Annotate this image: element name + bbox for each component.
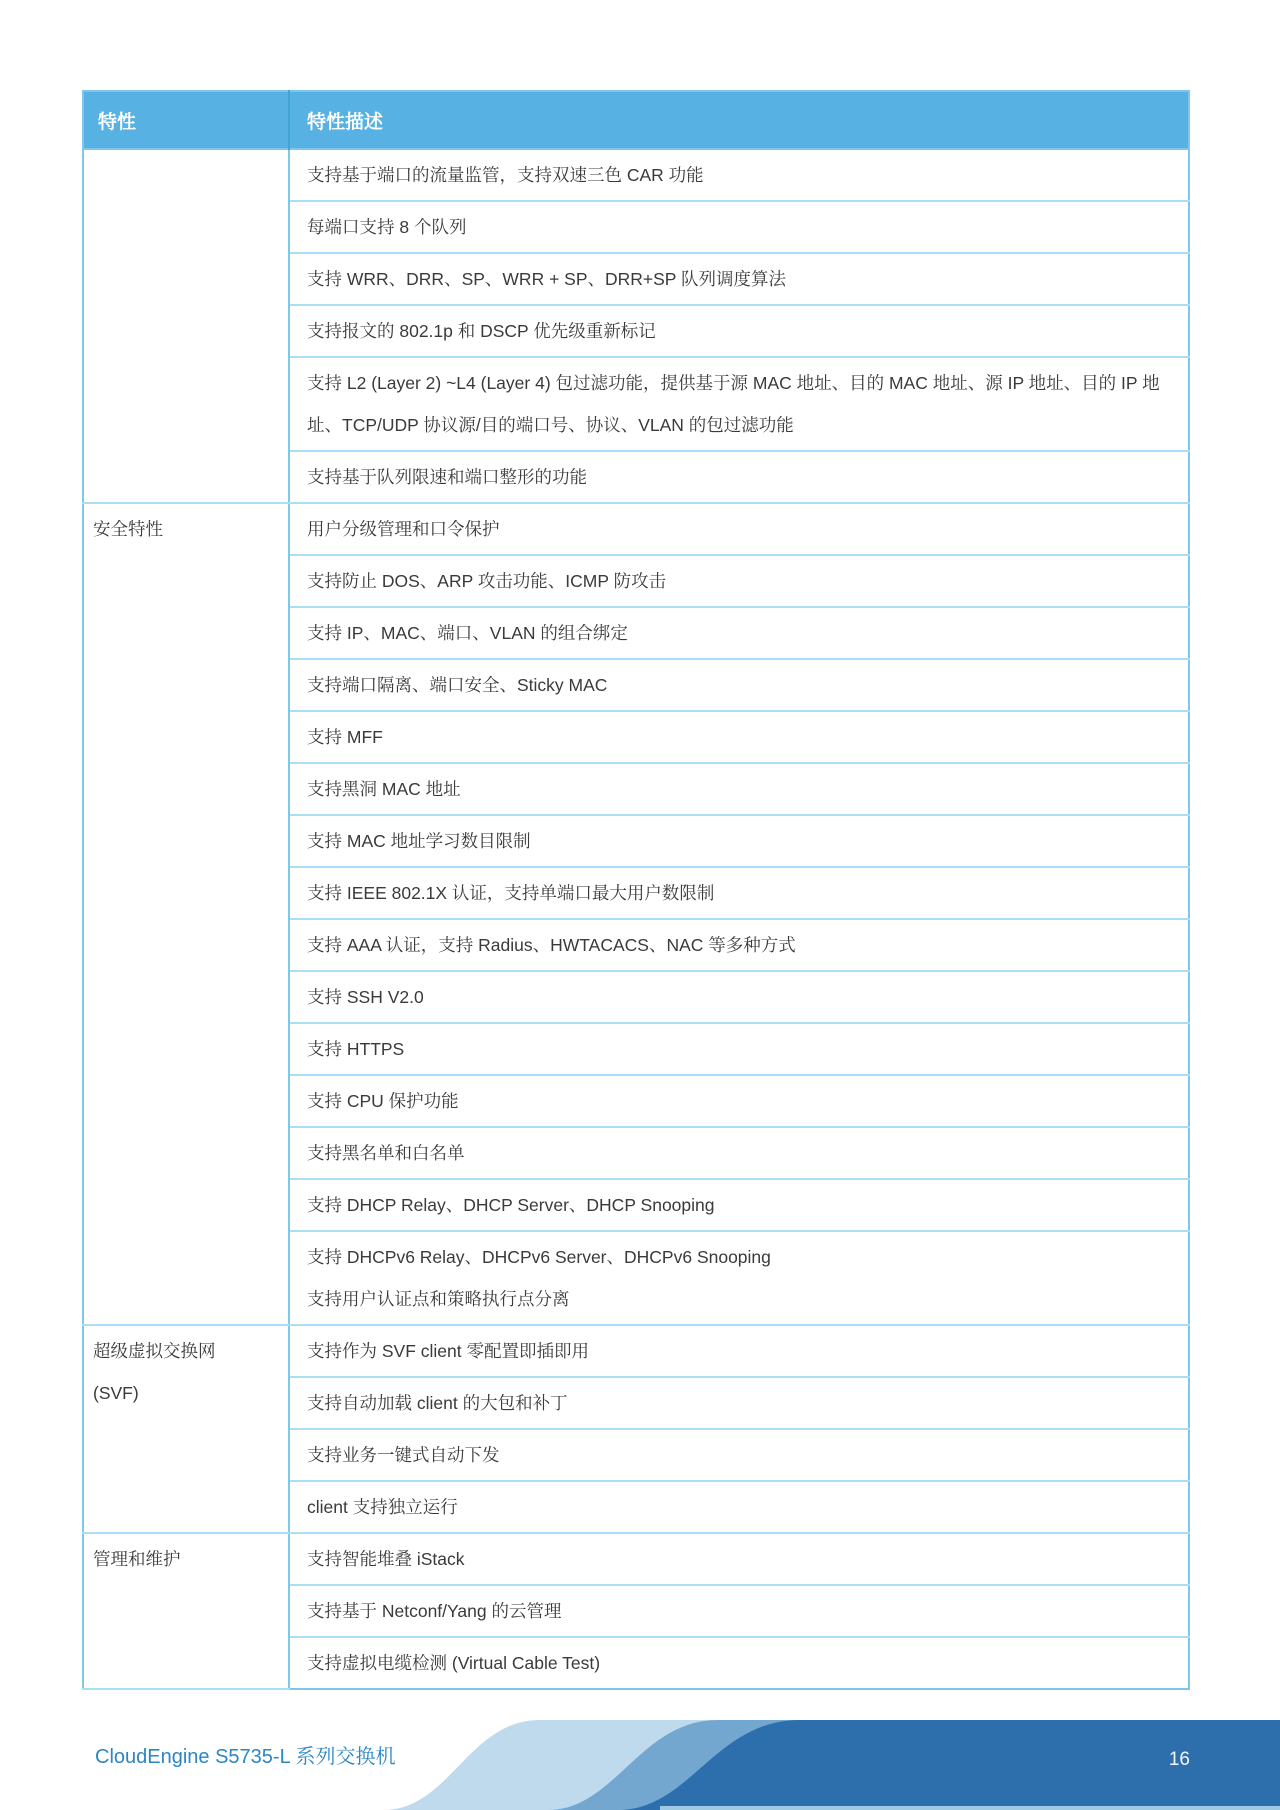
feature-text: client 支持独立运行	[307, 1497, 458, 1517]
feature-desc-cell	[289, 555, 1189, 607]
feature-desc-cell	[289, 1637, 1189, 1689]
page-number: 16	[1168, 1749, 1190, 1770]
feature-text: 支持 WRR、DRR、SP、WRR + SP、DRR+SP 队列调度算法	[307, 269, 787, 289]
feature-text: 支持 IEEE 802.1X 认证，支持单端口最大用户数限制	[307, 883, 715, 903]
feature-desc-cell	[289, 867, 1189, 919]
category-label: 管理和维护	[93, 1549, 181, 1569]
feature-text: 支持智能堆叠 iStack	[307, 1549, 465, 1569]
feature-desc-cell	[289, 305, 1189, 357]
feature-desc-cell	[289, 1481, 1189, 1533]
feature-text: 支持 DHCP Relay、DHCP Server、DHCP Snooping	[307, 1195, 715, 1215]
category-label: 安全特性	[93, 519, 163, 539]
feature-text: 支持 IP、MAC、端口、VLAN 的组合绑定	[307, 623, 628, 643]
feature-text: 支持 CPU 保护功能	[307, 1091, 459, 1111]
feature-desc-cell	[289, 503, 1189, 555]
category-label: (SVF)	[93, 1383, 139, 1403]
feature-desc-cell	[289, 201, 1189, 253]
feature-desc-cell	[289, 1325, 1189, 1377]
feature-text: 支持作为 SVF client 零配置即插即用	[307, 1341, 589, 1361]
feature-desc-cell	[289, 1429, 1189, 1481]
feature-table-body	[83, 149, 1189, 1689]
feature-text: 支持自动加载 client 的大包和补丁	[307, 1393, 568, 1413]
category-cell	[83, 503, 289, 1325]
feature-desc-cell	[289, 607, 1189, 659]
feature-text: 支持基于队列限速和端口整形的功能	[307, 467, 587, 487]
feature-desc-cell	[289, 1179, 1189, 1231]
footer-bottom-edge	[660, 1806, 1280, 1810]
feature-text: 支持 SSH V2.0	[307, 987, 424, 1007]
feature-desc-cell	[289, 763, 1189, 815]
feature-text: 支持用户认证点和策略执行点分离	[307, 1289, 570, 1309]
feature-desc-cell	[289, 1127, 1189, 1179]
feature-row	[83, 149, 1189, 201]
feature-text: 用户分级管理和口令保护	[307, 519, 500, 539]
feature-text: 支持 HTTPS	[307, 1039, 405, 1059]
feature-text: 支持基于 Netconf/Yang 的云管理	[307, 1601, 562, 1621]
feature-desc-cell	[289, 1231, 1189, 1325]
feature-row	[83, 503, 1189, 555]
category-label: 超级虚拟交换网	[93, 1341, 216, 1361]
category-cell	[83, 149, 289, 503]
feature-desc-cell	[289, 711, 1189, 763]
footer-wave-graphic	[0, 1688, 1280, 1810]
footer-document-title: CloudEngine S5735-L 系列交换机	[95, 1746, 396, 1768]
feature-text: 支持端口隔离、端口安全、Sticky MAC	[307, 675, 608, 695]
feature-desc-cell	[289, 149, 1189, 201]
column-header-description: 特性描述	[289, 91, 1189, 149]
feature-desc-cell	[289, 1377, 1189, 1429]
feature-desc-cell	[289, 1533, 1189, 1585]
feature-desc-cell	[289, 1023, 1189, 1075]
feature-text: 支持防止 DOS、ARP 攻击功能、ICMP 防攻击	[307, 571, 667, 591]
feature-text: 每端口支持 8 个队列	[307, 217, 467, 237]
feature-row	[83, 1533, 1189, 1585]
table-header-row	[83, 91, 1189, 149]
category-cell	[83, 1325, 289, 1533]
feature-desc-cell	[289, 815, 1189, 867]
feature-table	[82, 90, 1190, 1690]
feature-text: 支持 L2 (Layer 2) ~L4 (Layer 4) 包过滤功能，提供基于源 MAC 地址、目的 MAC 地址、源 IP 地址、目的 IP 地址、TCP/UDP 协议源/目的端口号、协议、VLAN 的包过滤功能	[307, 373, 1160, 435]
column-header-feature: 特性	[83, 91, 289, 149]
category-cell	[83, 1533, 289, 1689]
feature-desc-cell	[289, 659, 1189, 711]
feature-text: 支持基于端口的流量监管，支持双速三色 CAR 功能	[307, 165, 704, 185]
feature-text: 支持 AAA 认证，支持 Radius、HWTACACS、NAC 等多种方式	[307, 935, 796, 955]
feature-text: 支持业务一键式自动下发	[307, 1445, 500, 1465]
feature-text: 支持黑名单和白名单	[307, 1143, 465, 1163]
feature-text: 支持 MAC 地址学习数目限制	[307, 831, 531, 851]
feature-text: 支持 MFF	[307, 727, 383, 747]
feature-desc-cell	[289, 1075, 1189, 1127]
feature-desc-cell	[289, 357, 1189, 451]
feature-desc-cell	[289, 919, 1189, 971]
feature-text: 支持虚拟电缆检测 (Virtual Cable Test)	[307, 1653, 601, 1673]
feature-text: 支持报文的 802.1p 和 DSCP 优先级重新标记	[307, 321, 656, 341]
feature-desc-cell	[289, 971, 1189, 1023]
feature-text: 支持黑洞 MAC 地址	[307, 779, 461, 799]
feature-desc-cell	[289, 451, 1189, 503]
feature-desc-cell	[289, 1585, 1189, 1637]
feature-desc-cell	[289, 253, 1189, 305]
feature-row	[83, 1325, 1189, 1377]
feature-text: 支持 DHCPv6 Relay、DHCPv6 Server、DHCPv6 Snooping	[307, 1247, 771, 1267]
